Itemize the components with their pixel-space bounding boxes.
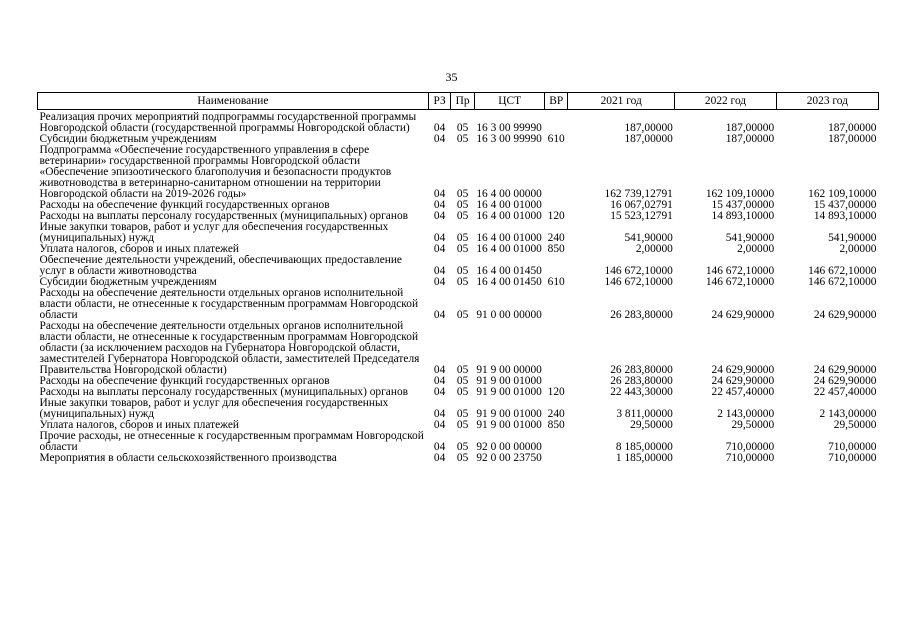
cell-2022: 22 457,40000: [711, 387, 775, 398]
cell-cst: 92 0 00 23750: [476, 453, 542, 464]
cell-2023: 710,00000: [828, 441, 877, 453]
header-vr: ВР: [545, 93, 568, 110]
cell-name: Расходы на обеспечение деятельности отдельных органов исполнительной власти области, не отнесенные к государственным программам Новгородской области: [39, 288, 419, 321]
cell-2023: 2,00000: [839, 244, 877, 255]
cell-2022: 187,00000: [725, 122, 775, 134]
cell-2022: 710,00000: [725, 441, 775, 453]
cell-cst: 16 3 00 99990: [476, 122, 542, 134]
cell-name: Реализация прочих мероприятий подпрограммы государственной программы Новгородской области (государственной программы Новгородской области): [39, 111, 417, 134]
cell-2022: 24 629,90000: [711, 309, 775, 321]
cell-rz: 04: [433, 376, 446, 387]
table-row: [38, 321, 879, 376]
cell-name: Расходы на обеспечение деятельности отдельных органов исполнительной власти области, не отнесенные к государственным программам Новгородской области (за исключением расходов на Губернатора Новгородской области, заместителей Губернатора Новгородской области, заместителей Председателя Правительства Новгородской области): [39, 321, 420, 376]
cell-2022: 14 893,10000: [711, 211, 775, 222]
cell-cst: 16 4 00 01000: [476, 244, 542, 255]
cell-pr: 05: [456, 453, 469, 464]
cell-vr: 240: [547, 408, 565, 420]
cell-cst: 92 0 00 00000: [476, 441, 542, 453]
cell-pr: 05: [456, 188, 469, 200]
cell-rz: 04: [433, 441, 446, 453]
cell-pr: 05: [456, 211, 469, 222]
cell-2023: 146 672,10000: [808, 277, 877, 288]
cell-name: Субсидии бюджетным учреждениям: [39, 277, 217, 288]
cell-pr: 05: [456, 277, 469, 288]
cell-name: Мероприятия в области сельскохозяйственного производства: [39, 453, 337, 464]
table-row: [38, 376, 879, 387]
cell-2021: 2,00000: [635, 244, 673, 255]
cell-pr: 05: [456, 244, 469, 255]
cell-2021: 26 283,80000: [610, 309, 673, 321]
cell-rz: 04: [433, 309, 446, 321]
table-row: [38, 420, 879, 431]
table-row: [38, 255, 879, 277]
cell-2023: 15 437,00000: [813, 200, 877, 211]
table-row: [38, 110, 879, 135]
cell-vr: [545, 145, 568, 200]
cell-name: Обеспечение деятельности учреждений, обеспечивающих предоставление услуг в области животноводства: [39, 255, 402, 277]
cell-2022: 24 629,90000: [711, 364, 775, 376]
cell-2021: 1 185,00000: [615, 453, 673, 464]
cell-cst: 16 4 00 00000: [476, 188, 542, 200]
cell-rz: 04: [433, 364, 446, 376]
cell-2021: 26 283,80000: [610, 364, 673, 376]
cell-name: Прочие расходы, не отнесенные к государственным программам Новгородской области: [39, 431, 424, 453]
cell-2021: 22 443,30000: [610, 387, 673, 398]
cell-rz: 04: [433, 277, 446, 288]
cell-pr: 05: [456, 441, 469, 453]
cell-2022: 24 629,90000: [711, 376, 775, 387]
cell-cst: 91 9 00 01000: [476, 420, 542, 431]
cell-2021: 146 672,10000: [604, 277, 673, 288]
cell-2023: 14 893,10000: [813, 211, 877, 222]
cell-name: Расходы на выплаты персоналу государственных (муниципальных) органов: [39, 387, 409, 398]
cell-pr: 05: [456, 376, 469, 387]
header-rz: РЗ: [428, 93, 451, 110]
cell-name: Иные закупки товаров, работ и услуг для обеспечения государственных (муниципальных) нужд: [39, 398, 389, 420]
cell-vr: [545, 288, 568, 321]
header-2022: 2022 год: [675, 93, 776, 110]
cell-2023: 187,00000: [828, 122, 877, 134]
cell-2021: 8 185,00000: [615, 441, 673, 453]
cell-2023: 187,00000: [828, 134, 877, 145]
cell-2021: 3 811,00000: [616, 408, 673, 420]
page-number: 35: [445, 70, 458, 84]
cell-cst: 16 3 00 99990: [476, 134, 542, 145]
cell-2022: 146 672,10000: [705, 277, 775, 288]
cell-rz: 04: [433, 387, 446, 398]
cell-rz: 04: [433, 408, 446, 420]
table-row: [38, 398, 879, 420]
cell-vr: [545, 200, 568, 211]
cell-vr: [545, 321, 568, 376]
cell-2023: 22 457,40000: [813, 387, 877, 398]
cell-pr: 05: [456, 387, 469, 398]
cell-2021: 15 523,12791: [610, 211, 673, 222]
cell-2021: 146 672,10000: [604, 265, 673, 277]
cell-2023: 24 629,90000: [813, 364, 877, 376]
cell-cst: 91 9 00 01000: [476, 387, 542, 398]
cell-name: Расходы на обеспечение функций государственных органов: [39, 376, 330, 387]
cell-2023: 146 672,10000: [808, 265, 877, 277]
cell-cst: 91 0 00 00000: [476, 309, 542, 321]
cell-2021: 541,90000: [624, 232, 673, 244]
cell-2021: 16 067,02791: [610, 200, 673, 211]
budget-table: [37, 92, 879, 464]
table-row: [38, 387, 879, 398]
cell-pr: 05: [456, 420, 469, 431]
cell-vr: [545, 453, 568, 464]
cell-2023: 710,00000: [828, 453, 877, 464]
cell-2021: 26 283,80000: [610, 376, 673, 387]
header-2021: 2021 год: [567, 93, 674, 110]
cell-rz: 04: [433, 211, 446, 222]
cell-cst: 16 4 00 01450: [476, 265, 542, 277]
cell-rz: 04: [433, 265, 446, 277]
cell-2022: 29,50000: [731, 420, 775, 431]
cell-pr: 05: [456, 265, 469, 277]
cell-2021: 29,50000: [630, 420, 673, 431]
table-row: [38, 222, 879, 244]
cell-cst: 16 4 00 01000: [476, 232, 542, 244]
cell-name: Расходы на обеспечение функций государственных органов: [39, 200, 330, 211]
table-row: [38, 200, 879, 211]
cell-pr: 05: [456, 200, 469, 211]
cell-rz: 04: [433, 188, 446, 200]
cell-vr: 610: [547, 277, 565, 288]
cell-pr: 05: [456, 122, 469, 134]
cell-2021: 187,00000: [624, 134, 673, 145]
cell-name: Иные закупки товаров, работ и услуг для обеспечения государственных (муниципальных) нужд: [39, 222, 389, 244]
cell-cst: 16 4 00 01450: [476, 277, 542, 288]
cell-2022: 146 672,10000: [705, 265, 775, 277]
cell-rz: 04: [433, 134, 446, 145]
cell-2022: 710,00000: [725, 453, 775, 464]
cell-name: Уплата налогов, сборов и иных платежей: [39, 420, 239, 431]
cell-vr: [545, 255, 568, 277]
cell-pr: 05: [456, 309, 469, 321]
cell-cst: 91 9 00 01000: [476, 376, 542, 387]
cell-pr: 05: [456, 408, 469, 420]
cell-name: Субсидии бюджетным учреждениям: [39, 134, 217, 145]
table-row: [38, 431, 879, 453]
table-body: [38, 110, 879, 465]
cell-rz: 04: [433, 420, 446, 431]
cell-vr: 850: [547, 244, 565, 255]
header-cst: ЦСТ: [474, 93, 545, 110]
cell-rz: 04: [433, 200, 446, 211]
table-row: [38, 453, 879, 464]
cell-vr: 120: [547, 211, 565, 222]
cell-vr: 610: [547, 134, 565, 145]
cell-2022: 2 143,00000: [717, 408, 775, 420]
cell-cst: 91 9 00 01000: [476, 408, 542, 420]
cell-rz: 04: [433, 244, 446, 255]
cell-rz: 04: [433, 453, 446, 464]
cell-2022: 162 109,10000: [705, 188, 775, 200]
cell-cst: 16 4 00 01000: [476, 211, 542, 222]
cell-2021: 162 739,12791: [604, 188, 673, 200]
table-row: [38, 244, 879, 255]
cell-vr: 240: [547, 232, 565, 244]
cell-vr: [545, 110, 568, 135]
cell-2022: 2,00000: [737, 244, 775, 255]
table-row: [38, 211, 879, 222]
cell-vr: 850: [547, 420, 565, 431]
table-row: [38, 134, 879, 145]
cell-rz: 04: [433, 232, 446, 244]
cell-2023: 24 629,90000: [813, 376, 877, 387]
cell-2023: 24 629,90000: [813, 309, 877, 321]
cell-cst: 91 9 00 00000: [476, 364, 542, 376]
cell-pr: 05: [456, 232, 469, 244]
header-2023: 2023 год: [776, 93, 878, 110]
cell-2023: 541,90000: [828, 232, 877, 244]
cell-vr: 120: [547, 387, 565, 398]
cell-vr: [545, 376, 568, 387]
cell-2022: 541,90000: [725, 232, 775, 244]
cell-2022: 15 437,00000: [711, 200, 775, 211]
cell-name: Уплата налогов, сборов и иных платежей: [39, 244, 239, 255]
cell-vr: [545, 431, 568, 453]
cell-2023: 29,50000: [833, 420, 877, 431]
table-row: [38, 145, 879, 200]
cell-2021: 187,00000: [624, 122, 673, 134]
cell-name: Расходы на выплаты персоналу государственных (муниципальных) органов: [39, 211, 409, 222]
cell-2023: 162 109,10000: [808, 188, 877, 200]
cell-2023: 2 143,00000: [819, 408, 877, 420]
header-name: Наименование: [38, 93, 429, 110]
cell-rz: 04: [433, 122, 446, 134]
table-row: [38, 288, 879, 321]
cell-pr: 05: [456, 134, 469, 145]
table-row: [38, 277, 879, 288]
cell-2022: 187,00000: [725, 134, 775, 145]
header-pr: Пр: [451, 93, 475, 110]
table-header-row: [38, 93, 879, 110]
cell-cst: 16 4 00 01000: [476, 200, 542, 211]
cell-name: Подпрограмма «Обеспечение государственного управления в сфере ветеринарии» государственной программы Новгородской области «Обеспечение эпизоотического благополучия и безопасности продуктов животноводства в ветеринарно-санитарном отношении на территории Новгородской области на 2019-2026 годы»: [39, 145, 392, 200]
cell-pr: 05: [456, 364, 469, 376]
